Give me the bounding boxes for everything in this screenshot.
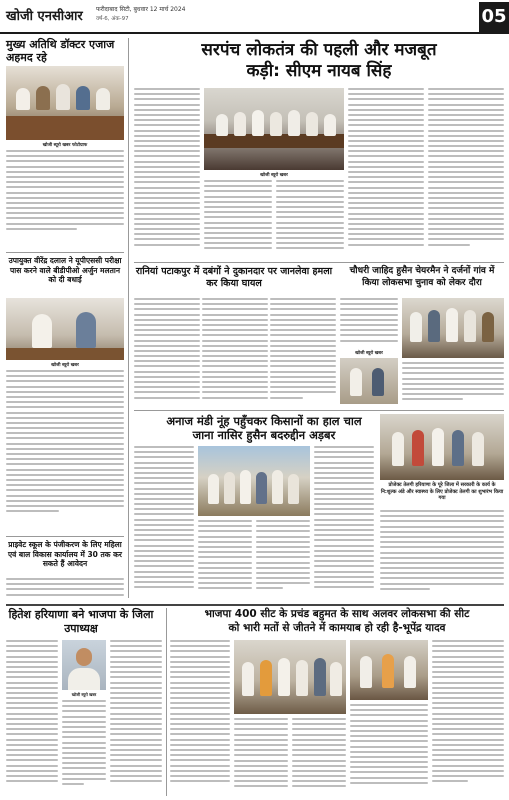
private-school-body <box>6 578 124 602</box>
sarpanch-headline <box>134 40 504 82</box>
dateline: फरीदाबाद सिटी, बुधवार 12 मार्च 2024 <box>96 6 186 13</box>
bjp-400-headline-line2: को भारी मतों से जीतने में कामयाब हो रही है-भूपेंद्र यादव <box>228 621 446 634</box>
shop-attack-col2 <box>202 298 268 406</box>
bjp-col1 <box>170 640 230 796</box>
sarpanch-col4 <box>348 88 424 258</box>
hitesh-caption: खोजी ब्यूरो खबर <box>71 692 97 697</box>
bjp-400-headline <box>170 608 504 635</box>
chaudhary-col2 <box>402 362 504 406</box>
chief-guest-caption: खोजी ब्यूरो खबर फोटोग्राफ <box>42 143 88 148</box>
anaj-mandi-headline <box>134 414 394 442</box>
sarpanch-caption: खोजी ब्यूरो खबर <box>260 173 288 178</box>
anaj-mandi-headline-line2: जाना नासिर हुसैन बदरुद्दीन अड़बर <box>192 428 336 442</box>
sarpanch-col1 <box>134 88 200 258</box>
anaj-mandi-headline-line1: अनाज मंडी नूंह पहुँचकर किसानों का हाल चाल <box>166 414 362 428</box>
section-rule <box>6 604 504 606</box>
chief-guest-body <box>6 150 124 250</box>
bjp-col4 <box>350 704 428 796</box>
sarpanch-headline-line2: कड़ी: सीएम नायब सिंह <box>246 61 392 81</box>
sarpanch-col2 <box>204 180 272 258</box>
hitesh-col2 <box>62 700 106 796</box>
upsc-body <box>6 370 124 530</box>
section-rule <box>134 410 504 411</box>
anaj-mandi-photo <box>198 446 310 516</box>
telgi-photo <box>380 414 504 480</box>
sarpanch-photo <box>204 88 344 170</box>
masthead <box>0 0 509 34</box>
anaj-mandi-col1 <box>134 446 194 598</box>
bjp-col5 <box>432 640 504 796</box>
chaudhary-headline: चौधरी जाहिद हुसैन चेयरमैन ने दर्जनों गांव में किया लोकसभा चुनाव को लेकर दौरा <box>349 266 495 288</box>
shop-attack-headline: रानियां पटाकपुर में दबंगों ने दुकानदार पर जानलेवा हमला कर किया घायल <box>135 266 333 289</box>
bjp-col2 <box>234 718 288 796</box>
hitesh-headline: हितेश हरियाणा बने भाजपा के जिला उपाध्यक्ष <box>8 608 154 635</box>
bjp-photo-2 <box>350 640 428 700</box>
bjp-col3 <box>292 718 346 796</box>
sarpanch-col5 <box>428 88 504 258</box>
upsc-caption: खोजी ब्यूरो खबर <box>51 363 79 368</box>
anaj-mandi-col2 <box>198 520 252 598</box>
section-rule <box>6 252 124 253</box>
upsc-headline: उपायुक्त वीरेंद्र दलाल ने यूपीएससी परीक्षा पास करने वाले बीडीपीओ अर्जुन मलतान को दी बधाई <box>8 256 122 284</box>
hitesh-portrait <box>62 640 106 690</box>
sarpanch-col3 <box>276 180 344 258</box>
bjp-photo <box>234 640 346 714</box>
hitesh-col3 <box>110 640 162 796</box>
column-divider <box>166 608 167 796</box>
telgi-body <box>380 510 504 598</box>
bjp-400-headline-line1: भाजपा 400 सीट के प्रचंड बहुमत के साथ अलवर लोकसभा की सीट <box>204 608 470 620</box>
sarpanch-headline-line1: सरपंच लोकतंत्र की पहली और मजबूत <box>201 40 437 60</box>
shop-attack-col3 <box>270 298 336 406</box>
telgi-caption: प्रोजेक्ट तेलगी हरियाणा के पूरे जिला में सरकारी के कार्य के नि:शुल्क अंडे और स्वास्थ्य के लिए प्रोजेक्ट तेलगी का शुभारंभ किया गया <box>380 482 504 501</box>
chaudhary-photo <box>402 298 504 358</box>
page-number: 05 <box>479 2 509 32</box>
hitesh-col1 <box>6 640 58 796</box>
chaudhary-caption: खोजी ब्यूरो खबर <box>355 351 383 356</box>
chaudhary-col1 <box>340 298 398 348</box>
section-rule <box>6 536 124 537</box>
column-divider <box>128 38 129 598</box>
shop-attack-col1 <box>134 298 200 406</box>
chaudhary-photo-2 <box>340 358 398 404</box>
anaj-mandi-col3 <box>256 520 310 598</box>
newspaper-name: खोजी एनसीआर <box>6 9 83 24</box>
upsc-photo <box>6 298 124 360</box>
chief-guest-photo <box>6 66 124 140</box>
anaj-mandi-col4 <box>314 446 374 598</box>
edition-line: वर्ष-6, अंक-97 <box>96 16 129 22</box>
section-rule <box>134 262 504 263</box>
private-school-headline: प्राइवेट स्कूल के पंजीकरण के लिए महिला एवं बाल विकास कार्यालय में 30 तक कर सकते हैं आवेदन <box>7 540 122 568</box>
chief-guest-headline: मुख्य अतिथि डॉक्टर एजाज अहमद रहे <box>6 38 115 64</box>
